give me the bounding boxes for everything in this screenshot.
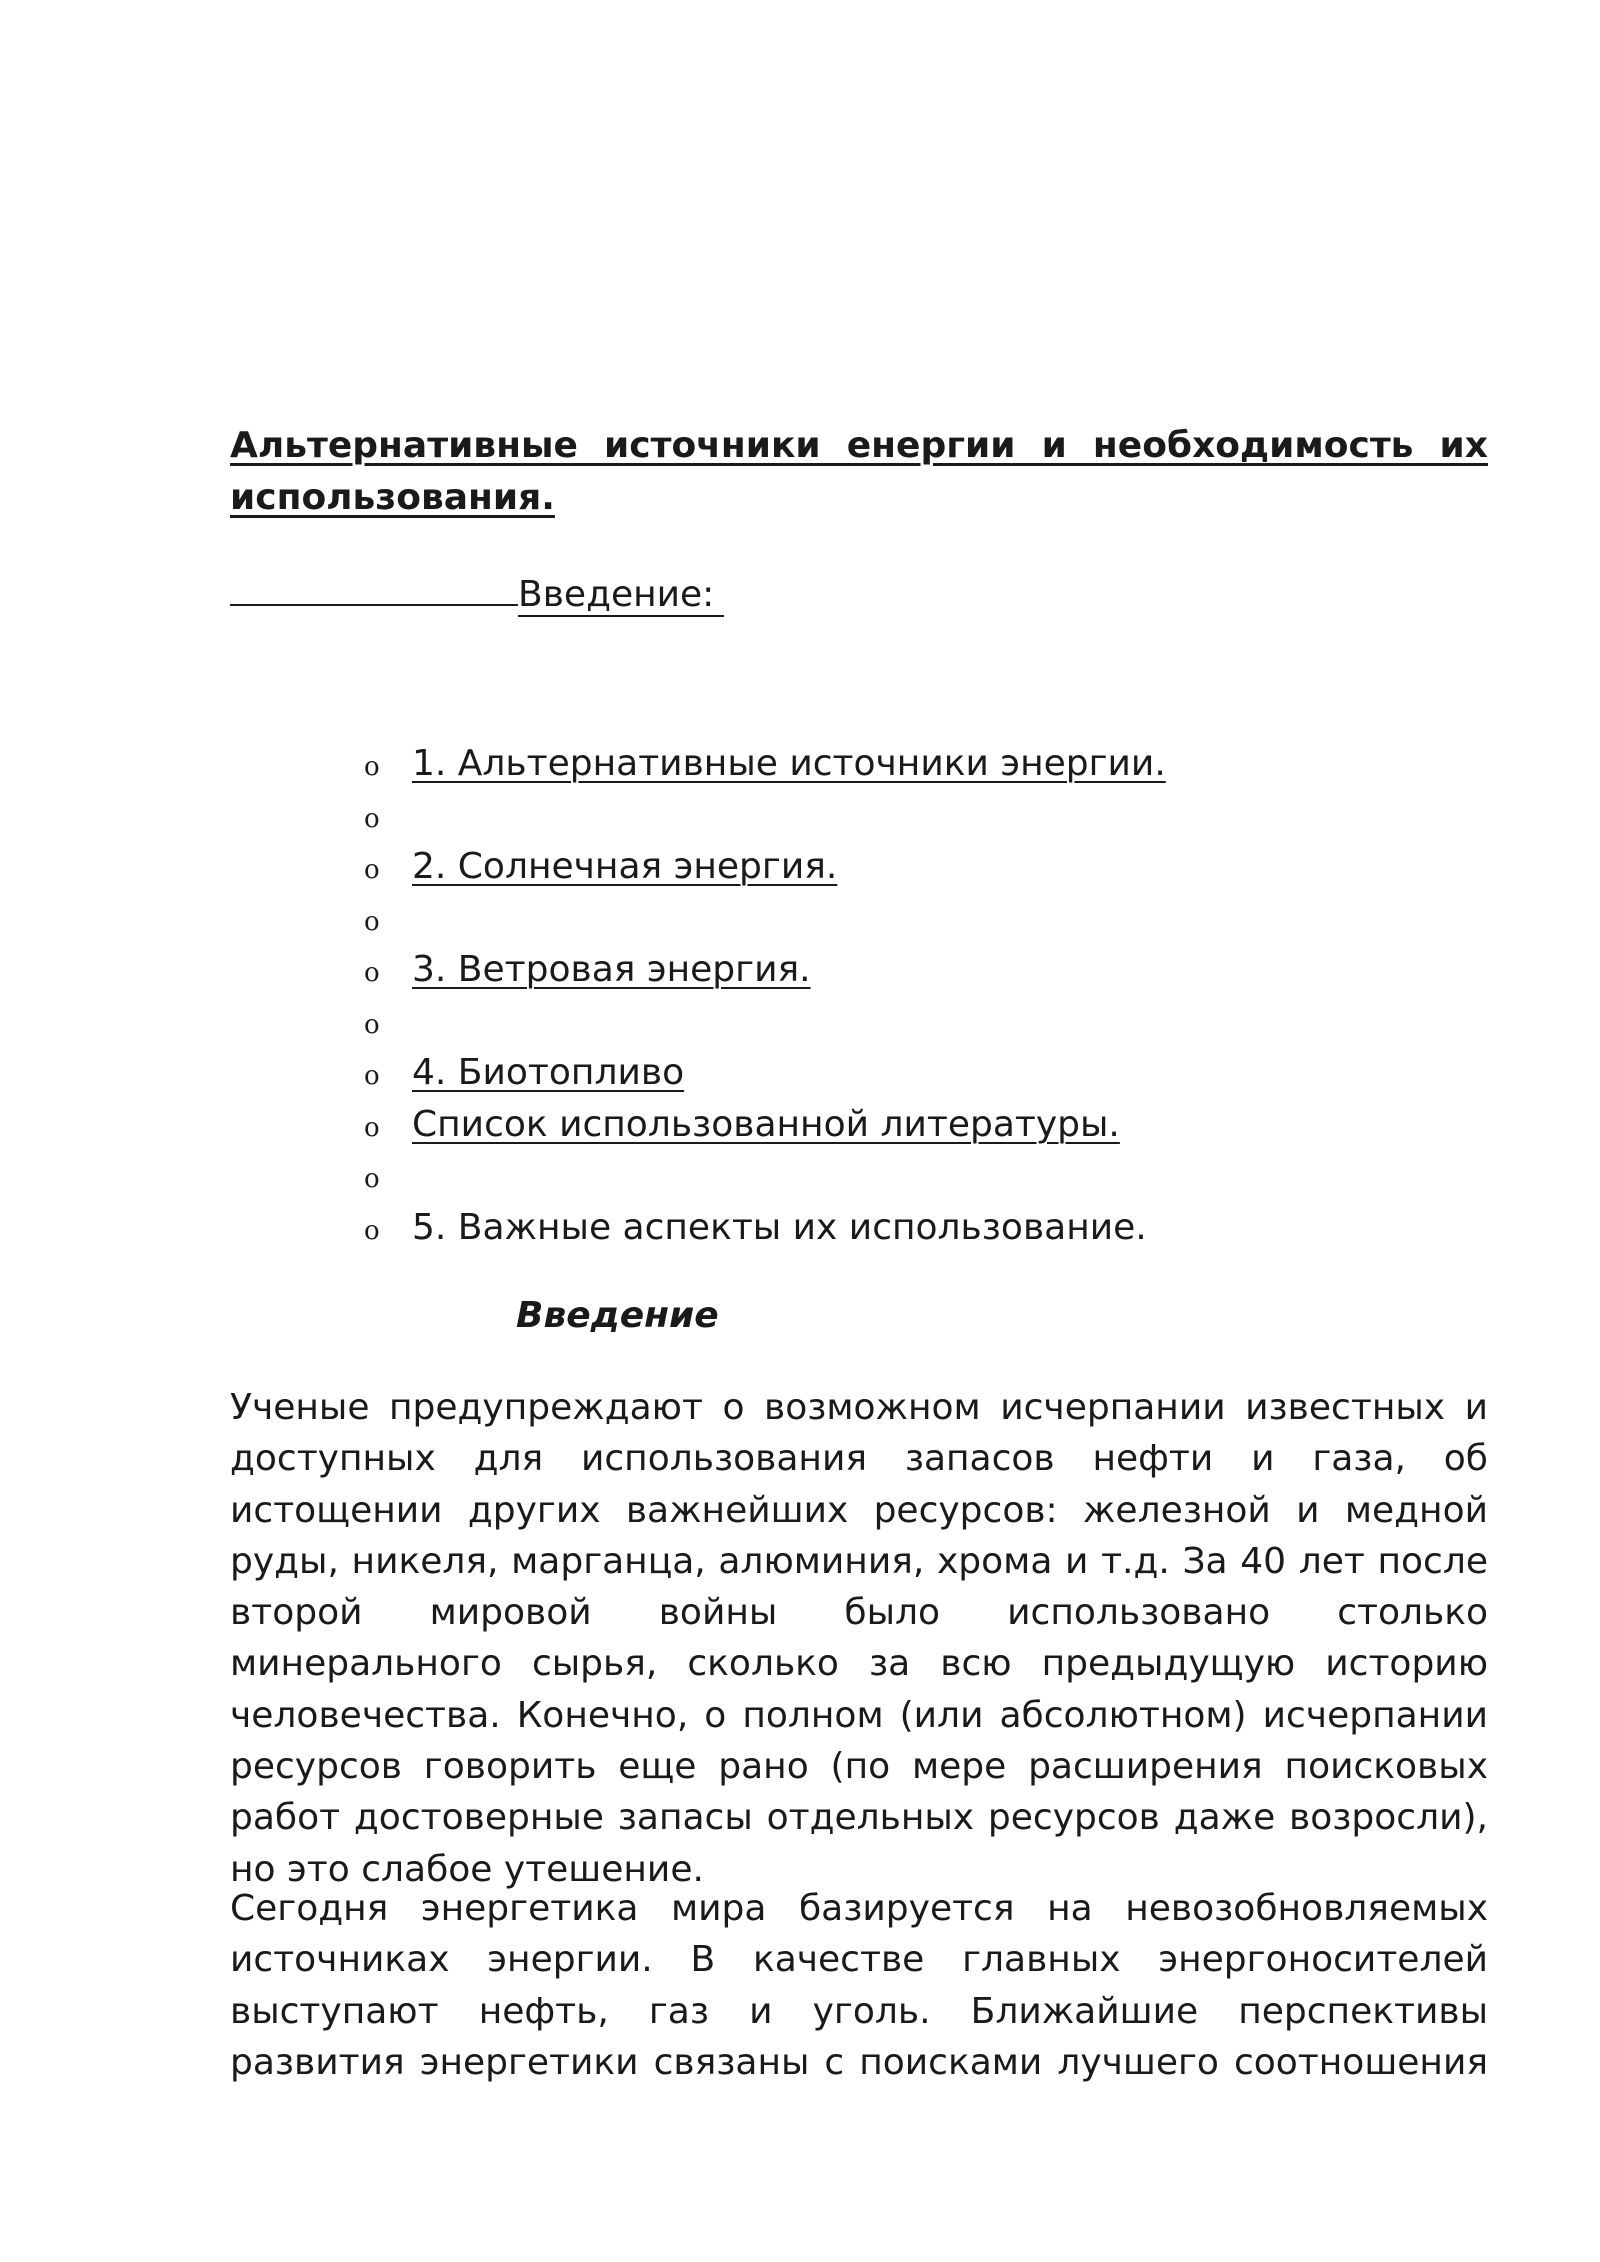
toc-item[interactable] — [364, 1047, 1166, 1099]
intro-label-text: Введение: — [518, 574, 724, 617]
toc-item[interactable] — [364, 738, 1166, 790]
toc-link[interactable]: 1. Альтернативные источники энергии. — [412, 743, 1166, 784]
toc-item[interactable] — [364, 841, 1166, 893]
body-paragraph: Сегодня энергетика мира базируется на невозобновляемых источниках энергии. В качестве главных энергоносителей выступают нефть, газ и уголь. Ближайшие перспективы развития энергетики связаны с поисками лучшего соотношения — [230, 1888, 1488, 2083]
toc-item — [364, 790, 1166, 842]
toc-bullet-icon: o — [364, 1164, 380, 1194]
section-heading: Введение — [516, 1295, 719, 1336]
body-paragraph: Ученые предупреждают о возможном исчерпании известных и доступных для использования запасов нефти и газа, об истощении других важнейших ресурсов: железной и медной руды, никеля, марганца, алюминия, хрома и т.д. За 40 лет после второй мировой войны было использовано столько минерального сырья, сколько за всю предыдущую историю человечества. Конечно, о полном (или абсолютном) исчерпании ресурсов говорить еще рано (по мере расширения поисковых работ достоверные запасы отдельных ресурсов даже возросли), но это слабое утешение. — [230, 1387, 1488, 1890]
toc-item — [364, 1202, 1166, 1254]
toc-item[interactable] — [364, 944, 1166, 996]
toc-bullet-icon: o — [364, 1112, 380, 1143]
toc-link[interactable]: 4. Биотопливо — [412, 1052, 685, 1093]
intro-label — [230, 564, 724, 621]
intro-label-underline — [230, 564, 518, 606]
toc-bullet-icon: o — [364, 906, 380, 937]
toc-bullet-icon: o — [364, 855, 380, 885]
toc-item — [364, 1150, 1166, 1202]
table-of-contents — [364, 738, 1166, 1253]
toc-text: 5. Важные аспекты их использование. — [412, 1206, 1147, 1248]
document-title: Альтернативные источники енергии и необходимость их использования. — [230, 425, 1488, 518]
toc-bullet-icon: o — [364, 1061, 380, 1091]
toc-item[interactable] — [364, 1099, 1166, 1151]
toc-link[interactable]: 2. Солнечная энергия. — [412, 846, 838, 887]
toc-link[interactable]: 3. Ветровая энергия. — [412, 949, 811, 990]
toc-item — [364, 893, 1166, 945]
toc-item — [364, 996, 1166, 1048]
toc-bullet-icon: o — [364, 1009, 380, 1040]
toc-bullet-icon: o — [364, 1215, 380, 1246]
toc-bullet-icon: o — [364, 958, 380, 988]
toc-bullet-icon: o — [364, 803, 380, 834]
toc-bullet-icon: o — [364, 752, 380, 782]
toc-link[interactable]: Список использованной литературы. — [412, 1103, 1120, 1145]
